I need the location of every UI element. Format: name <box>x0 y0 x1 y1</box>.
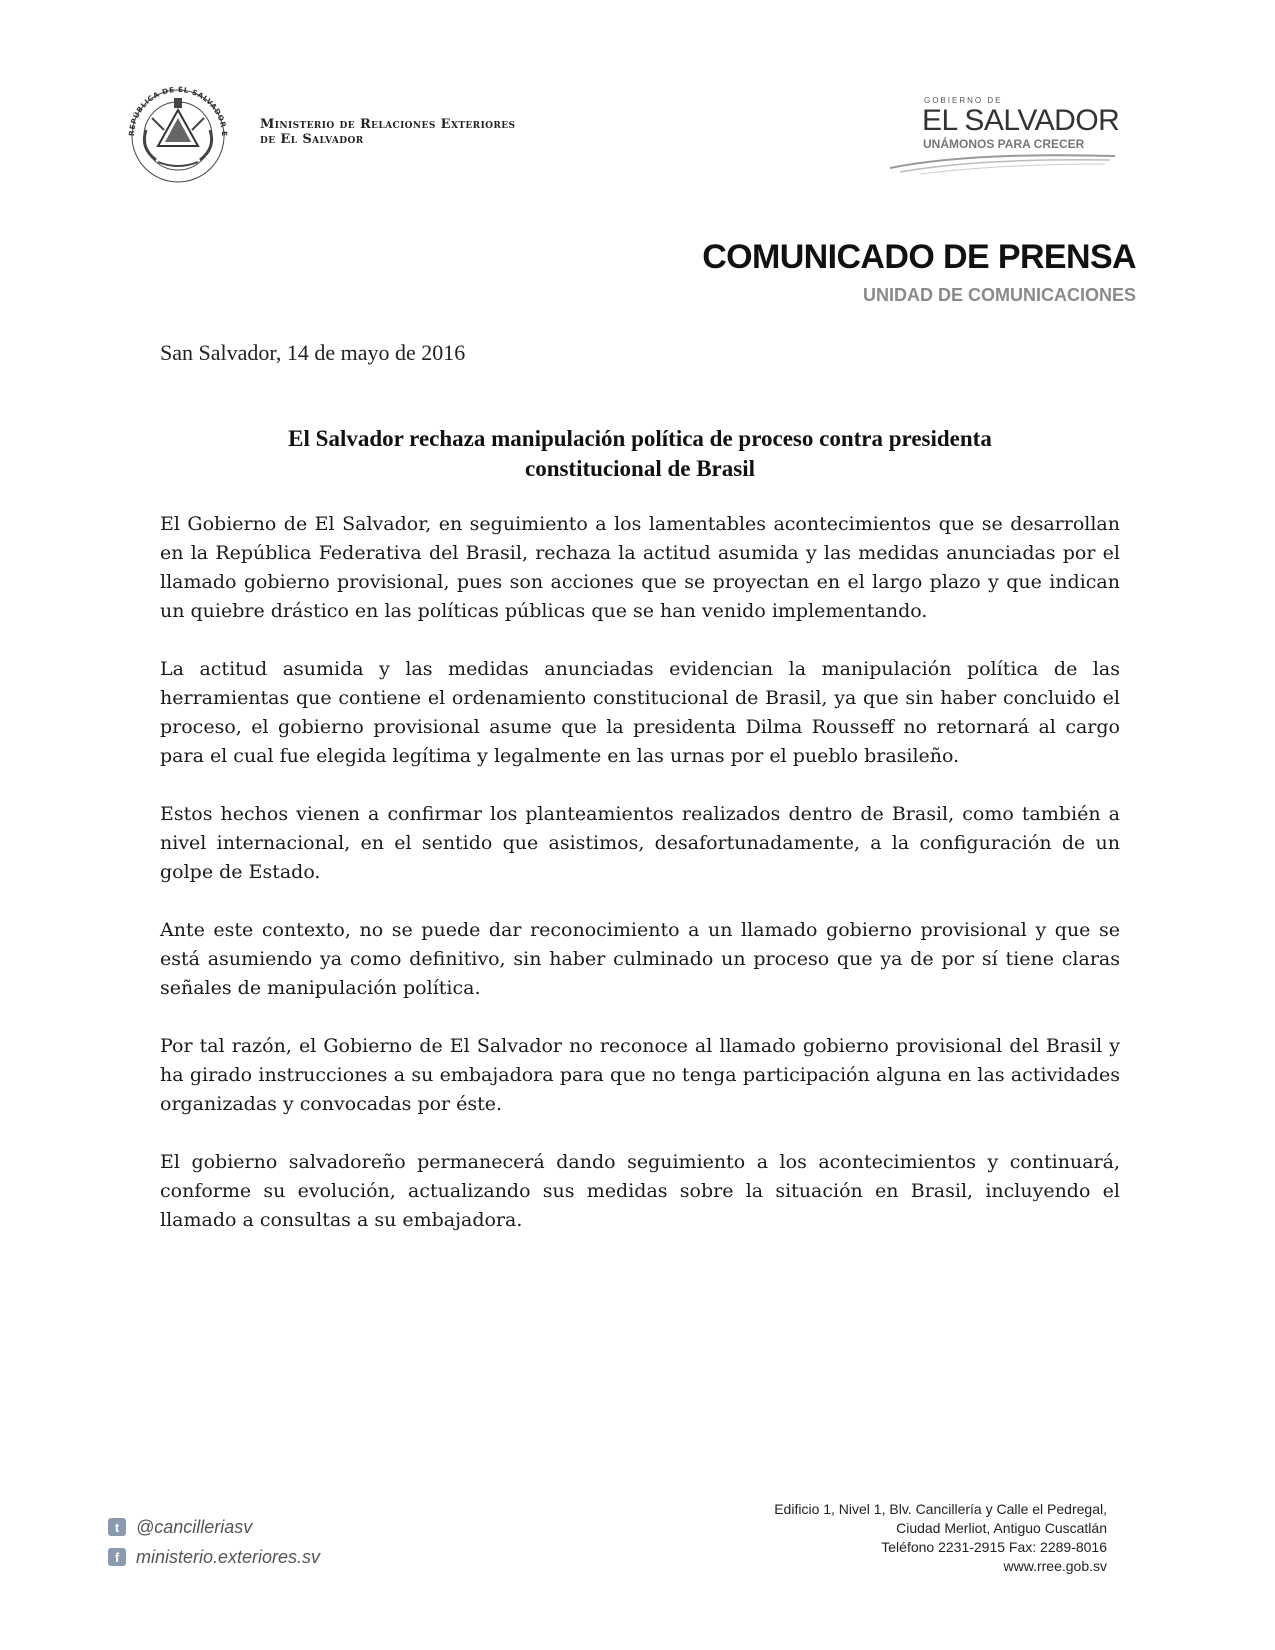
gob-big-label: EL SALVADOR <box>922 104 1120 137</box>
paragraph-2: La actitud asumida y las medidas anunciadas evidencian la manipulación política de las herramientas que contiene el ordenamiento constitucional de Brasil, ya que sin haber concluido el proceso, el gobierno provisional asume que la presidenta Dilma Rousseff no retornará al cargo para el cual fue elegida legítima y legalmente en las urnas por el pueblo brasileño. <box>160 658 1120 767</box>
paragraph-5: Por tal razón, el Gobierno de El Salvador no reconoce al llamado gobierno provisional del Brasil y ha girado instrucciones a su embajadora para que no tenga participación alguna en las actividades organizadas y convocadas por éste. <box>160 1035 1120 1115</box>
body-text <box>160 510 1120 1264</box>
headline-line-2: constitucional de Brasil <box>524 456 755 481</box>
social-links <box>108 1512 320 1572</box>
address-line-1: Edificio 1, Nivel 1, Blv. Cancillería y Calle el Pedregal, <box>774 1501 1107 1517</box>
wave-lines-icon <box>890 146 1120 176</box>
twitter-link[interactable] <box>108 1512 320 1542</box>
address-line-3: Teléfono 2231-2915 Fax: 2289-8016 <box>881 1539 1107 1555</box>
gob-small-label: GOBIERNO DE <box>924 96 1003 105</box>
facebook-icon: f <box>108 1548 126 1566</box>
facebook-handle: ministerio.exteriores.sv <box>136 1546 321 1567</box>
ministry-line-2: de El Salvador <box>260 132 364 147</box>
paragraph-1: El Gobierno de El Salvador, en seguimiento a los lamentables acontecimientos que se desarrollan en la República Federativa del Brasil, rechaza la actitud asumida y las medidas anunciadas por el llamado gobierno provisional, pues son acciones que se proyectan en el largo plazo y que indican un quiebre drástico en las políticas públicas que se han venido implementando. <box>160 513 1120 622</box>
national-seal-logo <box>118 78 238 186</box>
footer-address <box>774 1500 1107 1576</box>
press-release-unit: UNIDAD DE COMUNICACIONES <box>862 285 1136 305</box>
press-release-title: COMUNICADO DE PRENSA <box>702 238 1136 276</box>
paragraph-4: Ante este contexto, no se puede dar reconocimiento a un llamado gobierno provisional y que se está asumiendo ya como definitivo, sin haber culminado un proceso que ya de por sí tiene claras señales de manipulación política. <box>160 919 1120 999</box>
headline <box>160 424 1120 484</box>
gob-slogan: UNÁMONOS PARA CRECER <box>923 137 1085 151</box>
website-link[interactable]: www.rree.gob.sv <box>1003 1558 1107 1574</box>
twitter-icon: t <box>108 1518 126 1536</box>
headline-line-1: El Salvador rechaza manipulación política de proceso contra presidenta <box>288 426 992 451</box>
date-line: San Salvador, 14 de mayo de 2016 <box>160 340 466 365</box>
paragraph-3: Estos hechos vienen a confirmar los planteamientos realizados dentro de Brasil, como también a nivel internacional, en el sentido que asistimos, desafortunadamente, a la configuración de un golpe de Estado. <box>160 803 1120 883</box>
svg-text:REPÚBLICA DE EL SALVADOR EN LA: REPÚBLICA DE EL SALVADOR E <box>126 84 230 137</box>
gobierno-el-salvador-logo <box>890 96 1130 186</box>
twitter-handle: @cancilleriasv <box>136 1516 253 1537</box>
address-line-2: Ciudad Merliot, Antiguo Cuscatlán <box>896 1520 1107 1536</box>
facebook-link[interactable] <box>108 1542 320 1572</box>
paragraph-6: El gobierno salvadoreño permanecerá dando seguimiento a los acontecimientos y continuará, conforme su evolución, actualizando sus medidas sobre la situación en Brasil, incluyendo el llamado a consultas a su embajadora. <box>160 1151 1120 1231</box>
ministry-line-1: Ministerio de Relaciones Exteriores <box>260 117 516 132</box>
ministry-name <box>260 117 515 147</box>
